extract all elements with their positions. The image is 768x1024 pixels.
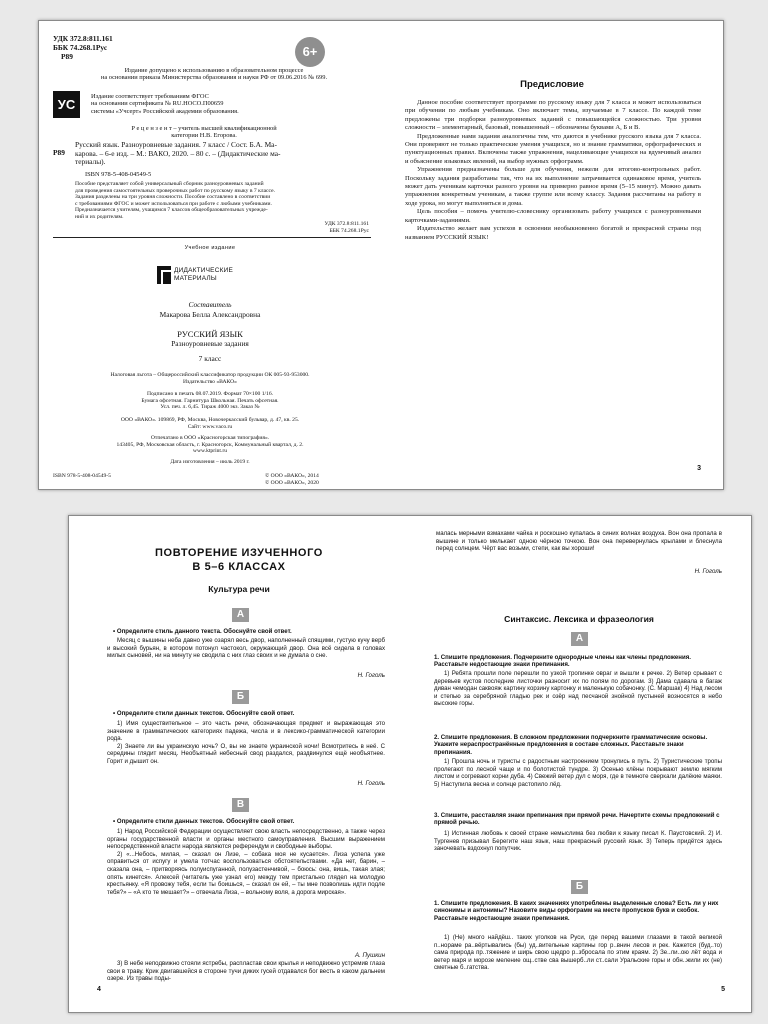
reviewer-note: Р е ц е н з е н т – учитель высшей квалификационной категории Н.В. Егорова. — [131, 125, 277, 140]
level-b-badge: Б — [571, 880, 588, 894]
preface-paragraph: Издательство желает вам успехов в освоении необыкновенно богатой и прекрасной страны под названием РУССКИЙ ЯЗЫК! — [405, 225, 701, 241]
text-a-paragraph: Месяц с вышины неба давно уже озарял весь двор, наполненный спящими, густую кучу верб и высокий бурьян, в котором потонул частокол, окружающий двор. Она всё сидела в головах милых сыновей, ни на минуту не сводила с них глаз своих и не думала о сне. — [107, 637, 385, 660]
book-subtitle: Разноуровневые задания — [171, 339, 249, 348]
fgos-cert-icon: УС — [53, 91, 80, 118]
task-1-paragraph: 1) Ребята прошли поле перешли по узкой тропинке овраг и вышли к речке. 2) Ветер срывает с деревьев кустов последние листочки разносит их по полям по дорогам. 3) Дама сдавала в багаж диван чемодан саквояж картину корзину картонку и маленькую собачонку. (С. Маршак) 4) Над лесом и степью за серебряной гладью рек и озёр над песчаной знойной пустыней возносятся в небо высокие горы. — [434, 670, 722, 708]
author-b: Н. Гоголь — [357, 780, 385, 787]
preface-paragraph: Упражнения предназначены больше для обучения, нежели для итогово-контрольных работ. Поскольку задания разработаны так, что на их выполнение затрачивается одинаковое время, учитель может дать ученикам карточки разного уровня на примерно равное время (5–15 минут). Можно давать упражнения конкретным ученикам, а также группе или всему классу. Задания рассчитаны на работу в ходе урока, но могут выполняться и дома. — [405, 166, 701, 207]
level-c-badge: В — [232, 798, 249, 812]
udk-bbk-footer: УДК 372.8:811.161 ББК 74.268.1Рус — [324, 221, 369, 234]
continued-text: малась мерными взмахами чайка и роскошно купалась в синих волнах воздуха. Вон она пропала в вышине и только мелькает одною чёрною точкою. Вон она перевернулась крылами и блеснула перед солнцем. Чёрт вас возьми, степи, как вы хороши! — [436, 530, 722, 553]
tax-note: Налоговая льгота – Общероссийский классификатор продукции ОК 005-93-953000. Издательство «ВАКО» — [110, 372, 310, 385]
text-b — [107, 720, 385, 766]
section-heading: ПОВТОРЕНИЕ ИЗУЧЕННОГО В 5–6 КЛАССАХ — [155, 547, 323, 573]
book-title: РУССКИЙ ЯЗЫК — [177, 329, 243, 339]
task-a: • Определите стиль данного текста. Обоснуйте свой ответ. — [113, 628, 292, 635]
author-mark: Р89 — [61, 52, 73, 61]
task-3: 3. Спишите, расставляя знаки препинания при прямой речи. Начертите схемы предложений с прямой речью. — [434, 812, 720, 827]
series-logo — [157, 265, 237, 287]
subsection-heading: Культура речи — [208, 584, 270, 594]
preface-paragraph: Предложенные нами задания аналогичны тем, что даются в учебнике русского языка для 7 класса. Они проверяют не только практические умения учащихся, но и знание грамматики, орфографических и пунктуационных правил. Включены также упражнения, нацеливающие учащихся на вдумчивый анализ и объяснение языковых явлений, на выбор нужных орфограмм. — [405, 132, 701, 165]
isbn-record: ISBN 978-5-408-04549-5 — [85, 171, 152, 178]
annotation: Пособие представляет собой универсальный сборник разноуровневых заданий для проведения самостоятельных проверочных работ по русскому языку в 7 классе. Задания разделены на три уровня сложности. Пособие составлено в соответствии с требованиями ФГОС и может использоваться при работе с любыми учебниками. Предназначается учителям, учащимся 7 классов общеобразовательных учрежде- ний и их родителям. — [75, 181, 275, 220]
text-c3: 3) В небе неподвижно стояли ястребы, распластав свои крылья и неподвижно устремив глаза свои в траву. Крик двигавшейся в стороне тучи диких гусей отдавался бог весть в каком дальнем озере. Из травы поды- — [107, 960, 385, 983]
level-b-badge: Б — [232, 690, 249, 704]
printer-info: Отпечатано в ООО «Красногорская типография». 143405, РФ, Московская область, г. Красногорск, Коммунальный квартал, д. 2. www.ktprint.ru — [116, 435, 304, 455]
author-c: А. Пушкин — [354, 952, 385, 959]
preface-body — [405, 99, 701, 242]
page-number: 5 — [721, 986, 725, 993]
compiler-name: Макарова Белла Александровна — [159, 310, 261, 319]
task-3-text — [434, 830, 722, 853]
text-b2: 2) Знаете ли вы украинскую ночь? О, вы не знаете украинской ночи! Всмотритесь в неё. С середины глядит месяц. Необъятный небесный свод раздался, раздвинулся ещё необъятнее. Горит и дышит он. — [107, 742, 385, 765]
page-number: 4 — [97, 986, 101, 993]
task-c: • Определите стили данных текстов. Обоснуйте свой ответ. — [113, 818, 295, 825]
preface-paragraph: Цель пособия – помочь учителю-словеснику организовать работу учащихся с разноуровневыми карточками-заданиями. — [405, 208, 701, 224]
print-info: Подписано в печать 08.07.2019. Формат 70×100 1/16. Бумага офсетная. Гарнитура Школьная. Печать офсетная. Усл. печ. л. 6,45. Тираж 4000 экз. Заказ № — [141, 391, 279, 411]
author-a: Н. Гоголь — [357, 672, 385, 679]
task-3-paragraph: 1) Истинная любовь к своей стране немыслима без любви к языку писал К. Паустовский. 2) И. Тургенев призывал Берегите наш язык, наш прекрасный русский язык. 3) Теперь придётся здесь заночевать вздохнул попутчик. — [434, 830, 722, 853]
page-5 — [410, 516, 751, 1012]
production-date: Дата изготовления – июль 2019 г. — [170, 459, 250, 465]
task-1: 1. Спишите предложения. Подчеркните однородные члены как члены предложения. Расставьте недостающие знаки препинания. — [434, 654, 691, 669]
text-c3-block — [107, 960, 385, 983]
age-rating-badge: 6+ — [295, 37, 325, 67]
preface-page — [381, 21, 723, 489]
imprint-page — [39, 21, 381, 489]
text-c2: 2) «...Небось, милая, – сказал он Лизе, – собака моя не кусается». Лиза успела уже оправиться от испугу и умела тотчас воспользоваться обстоятельствами. «Да нет, барин, – сказала она, – притворяясь полуиспуганной, полузастенчивой, – боюсь: она, вишь, такая злая; опять кинется». Алексей (читатель уже узнал его) между тем пристально глядел на молодую крестьянку. «Я провожу тебя, если ты боишься, – сказал он ей, – ты мне позволишь идти подле тебя?» – «А кто те мешает?» – отвечала Лиза, – вольному воля, а дорога мирская». — [107, 850, 385, 896]
publisher-info: ООО «ВАКО». 109869, РФ, Москва, Новочеркасский бульвар, д. 47, кв. 25. Сайт: www.vaco.ru — [120, 417, 300, 430]
level-a-badge: А — [571, 632, 588, 646]
level-a-badge: А — [232, 608, 249, 622]
compiler-label: Составитель — [188, 300, 232, 309]
task-1-text — [434, 670, 722, 708]
text-b1: 1) Имя существительное – это часть речи, обозначающая предмет и выражающая это значение в грамматических категориях падежа, числа и в лексико-грамматической категории рода. — [107, 720, 385, 743]
preface-paragraph: Данное пособие соответствует программе по русскому языку для 7 класса и может использоваться при обучении по любым учебникам. Оно включает темы, изучаемые в 7 классе. По каждой теме предложены три подборки разноуровневых заданий с повышающейся сложностью. Три уровня сложности – элементарный, базовый, повышенный – обозначены буквами А, Б и В. — [405, 99, 701, 132]
task-4-text — [434, 934, 722, 986]
continued-author: Н. Гоголь — [694, 568, 722, 575]
text-c — [107, 828, 385, 896]
isbn-bottom: ISBN 978-5-408-04549-5 — [53, 473, 111, 479]
fgos-certificate-text: Издание соответствует требованиям ФГОС на основании сертификата № RU.НОСО.П00659 системы «Учсерт» Российской академии образования. — [91, 93, 239, 115]
bottom-spread — [68, 515, 752, 1013]
task-2-paragraph: 1) Прошла ночь и туристы с радостным настроением тронулись в путь. 2) Туристические тропы пролегают по лесной чаще и по болотистой тундре. 3) Осенью клёны покрывают землю мягким листом и согревают корни дуба. 4) Свежий ветер дул с моря, где в темноте сверкали далёкие маяки. 5) Наступила весна и солнце растопило лёд. — [434, 758, 722, 788]
task-2: 2. Спишите предложения. В сложном предложении подчеркните грамматические основы. Укажите нераспространённые предложения в составе сложных. Расставьте знаки препинания. — [434, 734, 708, 756]
divider — [53, 237, 371, 238]
page-number: 3 — [697, 465, 701, 472]
copyright: © ООО «ВАКО», 2014 © ООО «ВАКО», 2020 — [265, 473, 319, 486]
task-b: • Определите стили данных текстов. Обоснуйте свой ответ. — [113, 710, 295, 717]
grade: 7 класс — [198, 354, 222, 363]
text-a — [107, 637, 385, 660]
preface-title: Предисловие — [520, 79, 584, 90]
approval-note: Издание допущено к использованию в образовательном процессе на основании приказа Министерства образования и науки РФ от 09.06.2016 № 699. — [100, 67, 328, 82]
subsection-heading: Синтаксис. Лексика и фразеология — [504, 614, 654, 624]
page-4 — [69, 516, 410, 1012]
task-4: 1. Спишите предложения. В каких значениях употреблены выделенные слова? Есть ли у них синонимы и антонимы? Назовите виды орфограмм на месте пропусков букв и скобок. Расставьте недостающие знаки препинания. — [434, 900, 719, 922]
task-2-text — [434, 758, 722, 788]
task-4-paragraph: 1) (Не) много найдёш.. таких уголков на Руси, где перед вашими глазами в такой великой п..нораме ра..вёртывались (бы) уд..вительные картины гор р..внин лесов и рек. Кажется (буд..то) сама природа пр..тяжение и ширь свою щедро р..збросала по этим краям. 2) Зе..ли..ою лёт вода и ветер маря и морозе меление ощ..стве сва вышерб..ли ст..сали Уральские горы и обн..жили их (не) сметные б..гатства. — [434, 934, 722, 972]
top-spread — [38, 20, 724, 490]
bibliographic-record: Русский язык. Разноуровневые задания. 7 класс / Сост. Б.А. Ма- карова. – 6-е изд. – М.: ВАКО, 2020. – 80 с. – (Дидактические ма- териалы). — [75, 140, 281, 167]
udk-code: УДК 372.8:811.161 — [53, 34, 113, 43]
series-logo-text: ДИДАКТИЧЕСКИЕ МАТЕРИАЛЫ — [174, 267, 233, 282]
bib-code: Р89 — [53, 148, 65, 157]
bbk-code: ББК 74.268.1Рус — [53, 43, 108, 52]
edition-type: Учебное издание — [184, 245, 236, 251]
text-c1: 1) Народ Российской Федерации осуществляет свою власть непосредственно, а также через органы государственной власти и органы местного самоуправления. Высшим выражением непосредственной власти народа являются референдум и свободные выборы. — [107, 828, 385, 851]
